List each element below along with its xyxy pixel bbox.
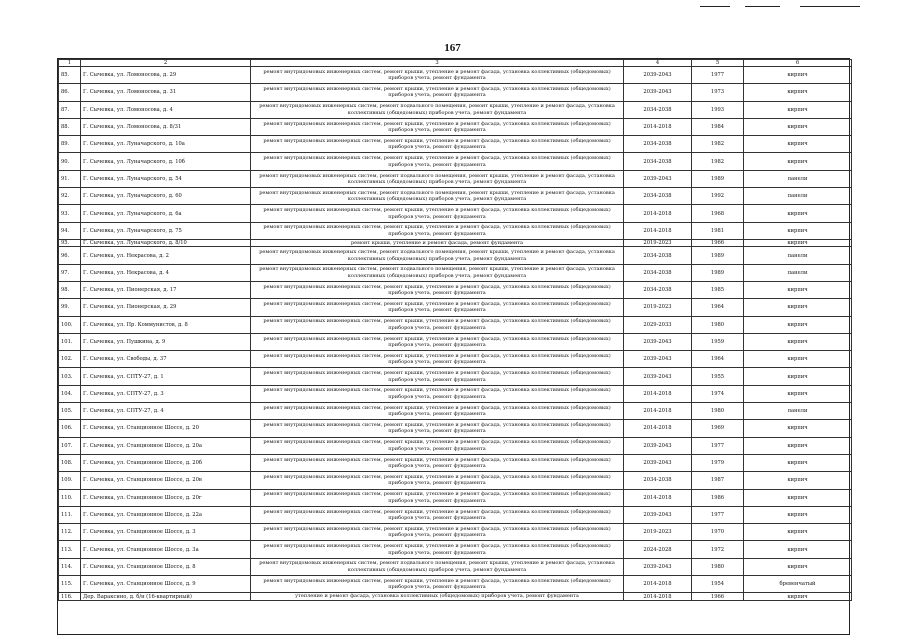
wall-material-cell: кирпич	[744, 351, 852, 368]
table-row	[59, 593, 852, 600]
wall-material-cell: кирпич	[744, 558, 852, 575]
year-built-cell: 1992	[692, 188, 744, 205]
row-number: 106.	[59, 420, 81, 437]
address-cell: Г. Сычевка, ул. Свободы, д. 37	[81, 351, 251, 368]
wall-material-cell: бревенчатый	[744, 576, 852, 593]
wall-material-cell: кирпич	[744, 437, 852, 454]
wall-material-cell: кирпич	[744, 222, 852, 239]
year-built-cell: 1993	[692, 101, 744, 118]
address-cell: Г. Сычевка, ул. Луначарского, д. 54	[81, 170, 251, 187]
wall-material-cell: кирпич	[744, 506, 852, 523]
row-number: 99.	[59, 299, 81, 316]
scan-edge-line	[800, 6, 860, 7]
year-built-cell: 1966	[692, 593, 744, 600]
year-built-cell: 1989	[692, 264, 744, 281]
row-number: 113.	[59, 541, 81, 558]
row-number: 94.	[59, 222, 81, 239]
table-row	[59, 299, 852, 316]
period-cell: 2039-2043	[624, 558, 692, 575]
year-built-cell: 1989	[692, 170, 744, 187]
period-cell: 2039-2043	[624, 506, 692, 523]
row-number: 89.	[59, 136, 81, 153]
work-types-cell: ремонт внутридомовых инженерных систем, ремонт крыши, утепление и ремонт фасада, установка коллективных (общедомовых) приборов учета, ремонт фундамента	[251, 489, 624, 506]
document-table-frame	[57, 58, 850, 635]
row-number: 85.	[59, 67, 81, 84]
wall-material-cell: панели	[744, 264, 852, 281]
work-types-cell: ремонт внутридомовых инженерных систем, ремонт крыши, утепление и ремонт фасада, установка коллективных (общедомовых) приборов учета, ремонт фундамента	[251, 84, 624, 101]
wall-material-cell: кирпич	[744, 84, 852, 101]
address-cell: Г. Сычевка, ул. Ломоносова, д. 4	[81, 101, 251, 118]
wall-material-cell: кирпич	[744, 67, 852, 84]
address-cell: Г. Сычевка, ул. Станционное Шоссе, д. 9	[81, 576, 251, 593]
row-number: 97.	[59, 264, 81, 281]
wall-material-cell: кирпич	[744, 593, 852, 600]
work-types-cell: ремонт внутридомовых инженерных систем, ремонт крыши, утепление и ремонт фасада, установка коллективных (общедомовых) приборов учета, ремонт фундамента	[251, 316, 624, 333]
period-cell: 2039-2043	[624, 67, 692, 84]
work-types-cell: ремонт внутридомовых инженерных систем, ремонт крыши, утепление и ремонт фасада, установка коллективных (общедомовых) приборов учета, ремонт фундамента	[251, 506, 624, 523]
wall-material-cell: панели	[744, 403, 852, 420]
address-cell: Г. Сычевка, ул. Некрасова, д. 2	[81, 247, 251, 264]
column-header: 6	[744, 60, 852, 67]
table-row	[59, 101, 852, 118]
year-built-cell: 1972	[692, 541, 744, 558]
year-built-cell: 1984	[692, 118, 744, 135]
period-cell: 2029-2033	[624, 316, 692, 333]
wall-material-cell: панели	[744, 247, 852, 264]
period-cell: 2034-2038	[624, 264, 692, 281]
year-built-cell: 1982	[692, 136, 744, 153]
wall-material-cell: кирпич	[744, 136, 852, 153]
work-types-cell: ремонт внутридомовых инженерных систем, ремонт крыши, утепление и ремонт фасада, установка коллективных (общедомовых) приборов учета, ремонт фундамента	[251, 136, 624, 153]
table-row	[59, 205, 852, 222]
wall-material-cell: кирпич	[744, 153, 852, 170]
address-cell: Г. Сычевка, ул. Станционное Шоссе, д. 20б	[81, 454, 251, 471]
address-cell: Г. Сычевка, ул. Станционное Шоссе, д. 20	[81, 420, 251, 437]
period-cell: 2039-2043	[624, 84, 692, 101]
period-cell: 2034-2038	[624, 247, 692, 264]
wall-material-cell: кирпич	[744, 101, 852, 118]
year-built-cell: 1968	[692, 205, 744, 222]
row-number: 100.	[59, 316, 81, 333]
table-row	[59, 403, 852, 420]
year-built-cell: 1980	[692, 316, 744, 333]
work-types-cell: ремонт внутридомовых инженерных систем, ремонт крыши, утепление и ремонт фасада, установка коллективных (общедомовых) приборов учета, ремонт фундамента	[251, 153, 624, 170]
table-row	[59, 188, 852, 205]
work-types-cell: ремонт внутридомовых инженерных систем, ремонт крыши, утепление и ремонт фасада, установка коллективных (общедомовых) приборов учета, ремонт фундамента	[251, 351, 624, 368]
table-row	[59, 247, 852, 264]
period-cell: 2014-2018	[624, 576, 692, 593]
scan-edge-line	[745, 6, 780, 7]
table-row	[59, 524, 852, 541]
table-row	[59, 541, 852, 558]
period-cell: 2039-2043	[624, 454, 692, 471]
work-types-cell: ремонт внутридомовых инженерных систем, ремонт крыши, утепление и ремонт фасада, установка коллективных (общедомовых) приборов учета, ремонт фундамента	[251, 281, 624, 298]
period-cell: 2019-2023	[624, 299, 692, 316]
year-built-cell: 1969	[692, 420, 744, 437]
period-cell: 2039-2043	[624, 437, 692, 454]
wall-material-cell: кирпич	[744, 281, 852, 298]
work-types-cell: ремонт внутридомовых инженерных систем, ремонт крыши, утепление и ремонт фасада, установка коллективных (общедомовых) приборов учета, ремонт фундамента	[251, 118, 624, 135]
period-cell: 2039-2043	[624, 170, 692, 187]
work-types-cell: ремонт внутридомовых инженерных систем, ремонт крыши, утепление и ремонт фасада, установка коллективных (общедомовых) приборов учета, ремонт фундамента	[251, 541, 624, 558]
year-built-cell: 1966	[692, 239, 744, 246]
work-types-cell: ремонт внутридомовых инженерных систем, ремонт крыши, утепление и ремонт фасада, установка коллективных (общедомовых) приборов учета, ремонт фундамента	[251, 576, 624, 593]
wall-material-cell: кирпич	[744, 118, 852, 135]
period-cell: 2014-2018	[624, 420, 692, 437]
period-cell: 2034-2038	[624, 153, 692, 170]
row-number: 112.	[59, 524, 81, 541]
year-built-cell: 1982	[692, 153, 744, 170]
year-built-cell: 1973	[692, 84, 744, 101]
address-cell: Г. Сычевка, ул. Станционное Шоссе, д. 20г	[81, 489, 251, 506]
table-header-row	[59, 60, 852, 67]
row-number: 103.	[59, 368, 81, 385]
address-cell: Г. Сычевка, ул. Пр. Коммунистов, д. 8	[81, 316, 251, 333]
period-cell: 2014-2018	[624, 205, 692, 222]
work-types-cell: утепление и ремонт фасада, установка коллективных (общедомовых) приборов учета, ремонт фундамента	[251, 593, 624, 600]
table-row	[59, 264, 852, 281]
table-row	[59, 489, 852, 506]
period-cell: 2039-2043	[624, 333, 692, 350]
work-types-cell: ремонт внутридомовых инженерных систем, ремонт подвального помещения, ремонт крыши, утепление и ремонт фасада, установка коллективных (общедомовых) приборов учета, ремонт фундамента	[251, 188, 624, 205]
work-types-cell: ремонт внутридомовых инженерных систем, ремонт крыши, утепление и ремонт фасада, установка коллективных (общедомовых) приборов учета, ремонт фундамента	[251, 299, 624, 316]
address-cell: Г. Сычевка, ул. Луначарского, д. 10б	[81, 153, 251, 170]
wall-material-cell: кирпич	[744, 541, 852, 558]
work-types-cell: ремонт внутридомовых инженерных систем, ремонт крыши, утепление и ремонт фасада, установка коллективных (общедомовых) приборов учета, ремонт фундамента	[251, 437, 624, 454]
table-row	[59, 118, 852, 135]
row-number: 109.	[59, 472, 81, 489]
row-number: 91.	[59, 170, 81, 187]
work-types-cell: ремонт внутридомовых инженерных систем, ремонт крыши, утепление и ремонт фасада, установка коллективных (общедомовых) приборов учета, ремонт фундамента	[251, 524, 624, 541]
table-row	[59, 472, 852, 489]
work-types-cell: ремонт крыши, утепление и ремонт фасада, ремонт фундамента	[251, 239, 624, 246]
wall-material-cell: кирпич	[744, 316, 852, 333]
year-built-cell: 1977	[692, 67, 744, 84]
row-number: 95.	[59, 239, 81, 246]
column-header: 2	[81, 60, 251, 67]
row-number: 88.	[59, 118, 81, 135]
year-built-cell: 1981	[692, 222, 744, 239]
column-header: 4	[624, 60, 692, 67]
work-types-cell: ремонт внутридомовых инженерных систем, ремонт крыши, утепление и ремонт фасада, установка коллективных (общедомовых) приборов учета, ремонт фундамента	[251, 205, 624, 222]
table-row	[59, 316, 852, 333]
row-number: 104.	[59, 385, 81, 402]
address-cell: Г. Сычевка, ул. СПТУ-27, д. 3	[81, 385, 251, 402]
row-number: 101.	[59, 333, 81, 350]
row-number: 114.	[59, 558, 81, 575]
table-row	[59, 420, 852, 437]
wall-material-cell: кирпич	[744, 385, 852, 402]
work-types-cell: ремонт внутридомовых инженерных систем, ремонт подвального помещения, ремонт крыши, утепление и ремонт фасада, установка коллективных (общедомовых) приборов учета, ремонт фундамента	[251, 101, 624, 118]
year-built-cell: 1987	[692, 472, 744, 489]
period-cell: 2014-2018	[624, 118, 692, 135]
address-cell: Г. Сычевка, ул. Станционное Шоссе, д. 20в	[81, 472, 251, 489]
period-cell: 2014-2018	[624, 489, 692, 506]
table-row	[59, 153, 852, 170]
address-cell: Г. Сычевка, ул. Станционное Шоссе, д. 3а	[81, 541, 251, 558]
scan-edge-line	[700, 6, 730, 7]
wall-material-cell: кирпич	[744, 299, 852, 316]
address-cell: Г. Сычевка, ул. Некрасова, д. 4	[81, 264, 251, 281]
work-types-cell: ремонт внутридомовых инженерных систем, ремонт крыши, утепление и ремонт фасада, установка коллективных (общедомовых) приборов учета, ремонт фундамента	[251, 454, 624, 471]
year-built-cell: 1980	[692, 558, 744, 575]
address-cell: Г. Сычевка, ул. Луначарского, д. 75	[81, 222, 251, 239]
address-cell: Г. Сычевка, ул. Луначарского, д. 10а	[81, 136, 251, 153]
row-number: 111.	[59, 506, 81, 523]
wall-material-cell: кирпич	[744, 368, 852, 385]
table-row	[59, 67, 852, 84]
period-cell: 2014-2018	[624, 403, 692, 420]
year-built-cell: 1955	[692, 368, 744, 385]
table-row	[59, 454, 852, 471]
year-built-cell: 1964	[692, 299, 744, 316]
table-row	[59, 506, 852, 523]
work-types-cell: ремонт внутридомовых инженерных систем, ремонт крыши, утепление и ремонт фасада, установка коллективных (общедомовых) приборов учета, ремонт фундамента	[251, 472, 624, 489]
address-cell: Г. Сычевка, ул. Ломоносова, д. 8/31	[81, 118, 251, 135]
page-number: 167	[444, 42, 461, 54]
work-types-cell: ремонт внутридомовых инженерных систем, ремонт крыши, утепление и ремонт фасада, установка коллективных (общедомовых) приборов учета, ремонт фундамента	[251, 368, 624, 385]
table-row	[59, 351, 852, 368]
table-row	[59, 333, 852, 350]
address-cell: Г. Сычевка, ул. Пионерская, д. 17	[81, 281, 251, 298]
work-types-cell: ремонт внутридомовых инженерных систем, ремонт крыши, утепление и ремонт фасада, установка коллективных (общедомовых) приборов учета, ремонт фундамента	[251, 403, 624, 420]
row-number: 92.	[59, 188, 81, 205]
period-cell: 2034-2038	[624, 101, 692, 118]
year-built-cell: 1977	[692, 506, 744, 523]
work-types-cell: ремонт внутридомовых инженерных систем, ремонт крыши, утепление и ремонт фасада, установка коллективных (общедомовых) приборов учета, ремонт фундамента	[251, 67, 624, 84]
period-cell: 2014-2018	[624, 593, 692, 600]
wall-material-cell: панели	[744, 188, 852, 205]
wall-material-cell: панели	[744, 170, 852, 187]
column-header: 3	[251, 60, 624, 67]
wall-material-cell: кирпич	[744, 524, 852, 541]
address-cell: Г. Сычевка, ул. СПТУ-27, д. 1	[81, 368, 251, 385]
address-cell: Г. Сычевка, ул. Ломоносова, д. 29	[81, 67, 251, 84]
address-cell: Г. Сычевка, ул. СПТУ-27, д. 4	[81, 403, 251, 420]
row-number: 102.	[59, 351, 81, 368]
row-number: 108.	[59, 454, 81, 471]
table-row	[59, 170, 852, 187]
address-cell: Дер. Вараксино, д. б/н (16-квартирный)	[81, 593, 251, 600]
wall-material-cell: кирпич	[744, 420, 852, 437]
work-types-cell: ремонт внутридомовых инженерных систем, ремонт крыши, утепление и ремонт фасада, установка коллективных (общедомовых) приборов учета, ремонт фундамента	[251, 385, 624, 402]
wall-material-cell: кирпич	[744, 489, 852, 506]
year-built-cell: 1964	[692, 351, 744, 368]
column-header: 5	[692, 60, 744, 67]
row-number: 86.	[59, 84, 81, 101]
wall-material-cell: кирпич	[744, 454, 852, 471]
row-number: 87.	[59, 101, 81, 118]
period-cell: 2034-2038	[624, 136, 692, 153]
row-number: 105.	[59, 403, 81, 420]
work-types-cell: ремонт внутридомовых инженерных систем, ремонт крыши, утепление и ремонт фасада, установка коллективных (общедомовых) приборов учета, ремонт фундамента	[251, 333, 624, 350]
address-cell: Г. Сычевка, ул. Пионерская, д. 29	[81, 299, 251, 316]
row-number: 115.	[59, 576, 81, 593]
row-number: 110.	[59, 489, 81, 506]
work-types-cell: ремонт внутридомовых инженерных систем, ремонт подвального помещения, ремонт крыши, утепление и ремонт фасада, установка коллективных (общедомовых) приборов учета, ремонт фундамента	[251, 264, 624, 281]
table-row	[59, 558, 852, 575]
year-built-cell: 1970	[692, 524, 744, 541]
address-cell: Г. Сычевка, ул. Луначарского, д. 6а	[81, 205, 251, 222]
table-row	[59, 437, 852, 454]
table-row	[59, 222, 852, 239]
work-types-cell: ремонт внутридомовых инженерных систем, ремонт крыши, утепление и ремонт фасада, установка коллективных (общедомовых) приборов учета, ремонт фундамента	[251, 420, 624, 437]
work-types-cell: ремонт внутридомовых инженерных систем, ремонт подвального помещения, ремонт крыши, утепление и ремонт фасада, установка коллективных (общедомовых) приборов учета, ремонт фундамента	[251, 170, 624, 187]
table-row	[59, 576, 852, 593]
wall-material-cell: кирпич	[744, 472, 852, 489]
address-cell: Г. Сычевка, ул. Пушкина, д. 9	[81, 333, 251, 350]
period-cell: 2034-2038	[624, 188, 692, 205]
wall-material-cell: кирпич	[744, 205, 852, 222]
year-built-cell: 1979	[692, 454, 744, 471]
row-number: 90.	[59, 153, 81, 170]
row-number: 93.	[59, 205, 81, 222]
work-types-cell: ремонт внутридомовых инженерных систем, ремонт подвального помещения, ремонт крыши, утепление и ремонт фасада, установка коллективных (общедомовых) приборов учета, ремонт фундамента	[251, 558, 624, 575]
table-row	[59, 368, 852, 385]
period-cell: 2019-2023	[624, 239, 692, 246]
address-cell: Г. Сычевка, ул. Ломоносова, д. 31	[81, 84, 251, 101]
address-cell: Г. Сычевка, ул. Луначарского, д. 8/10	[81, 239, 251, 246]
period-cell: 2014-2018	[624, 222, 692, 239]
row-number: 98.	[59, 281, 81, 298]
table-row	[59, 239, 852, 246]
period-cell: 2014-2018	[624, 385, 692, 402]
period-cell: 2039-2043	[624, 351, 692, 368]
period-cell: 2019-2023	[624, 524, 692, 541]
table-row	[59, 385, 852, 402]
year-built-cell: 1974	[692, 385, 744, 402]
address-cell: Г. Сычевка, ул. Станционное Шоссе, д. 22а	[81, 506, 251, 523]
year-built-cell: 1980	[692, 403, 744, 420]
work-types-cell: ремонт внутридомовых инженерных систем, ремонт крыши, утепление и ремонт фасада, установка коллективных (общедомовых) приборов учета, ремонт фундамента	[251, 222, 624, 239]
housing-repair-table	[58, 59, 852, 601]
wall-material-cell: кирпич	[744, 239, 852, 246]
address-cell: Г. Сычевка, ул. Станционное Шоссе, д. 3	[81, 524, 251, 541]
table-row	[59, 84, 852, 101]
period-cell: 2024-2028	[624, 541, 692, 558]
year-built-cell: 1986	[692, 489, 744, 506]
period-cell: 2034-2038	[624, 281, 692, 298]
year-built-cell: 1977	[692, 437, 744, 454]
row-number: 96.	[59, 247, 81, 264]
address-cell: Г. Сычевка, ул. Станционное Шоссе, д. 20а	[81, 437, 251, 454]
period-cell: 2039-2043	[624, 368, 692, 385]
period-cell: 2034-2038	[624, 472, 692, 489]
year-built-cell: 1989	[692, 247, 744, 264]
work-types-cell: ремонт внутридомовых инженерных систем, ремонт подвального помещения, ремонт крыши, утепление и ремонт фасада, установка коллективных (общедомовых) приборов учета, ремонт фундамента	[251, 247, 624, 264]
year-built-cell: 1959	[692, 333, 744, 350]
table-row	[59, 281, 852, 298]
address-cell: Г. Сычевка, ул. Луначарского, д. 60	[81, 188, 251, 205]
column-header: 1	[59, 60, 81, 67]
year-built-cell: 1954	[692, 576, 744, 593]
row-number: 107.	[59, 437, 81, 454]
table-row	[59, 136, 852, 153]
row-number: 116.	[59, 593, 81, 600]
address-cell: Г. Сычевка, ул. Станционное Шоссе, д. 8	[81, 558, 251, 575]
year-built-cell: 1985	[692, 281, 744, 298]
wall-material-cell: кирпич	[744, 333, 852, 350]
